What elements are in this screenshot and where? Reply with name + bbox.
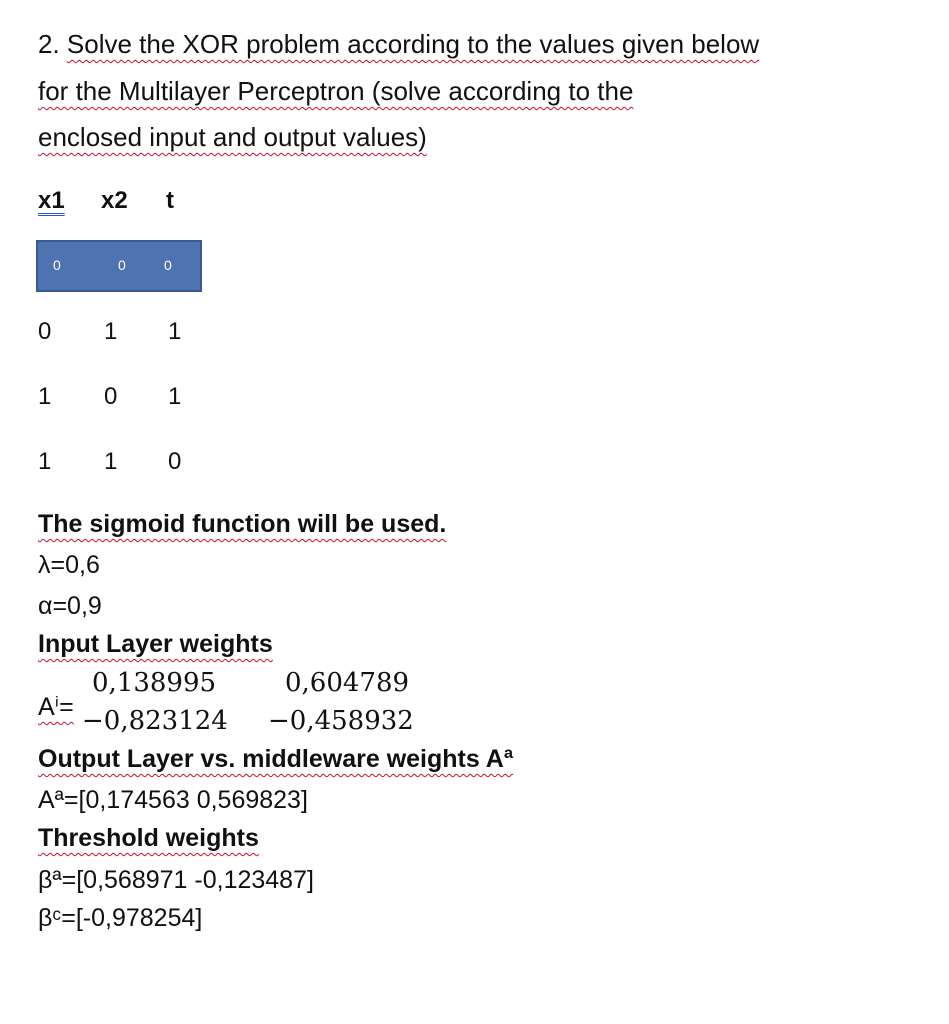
cell-x2: 0	[118, 257, 126, 273]
sigmoid-note: The sigmoid function will be used.	[38, 510, 447, 538]
aa-weights: Aª=[0,174563 0,569823]	[38, 786, 308, 814]
cell-x1: 0	[53, 257, 61, 273]
header-t: t	[166, 187, 174, 214]
ai-r1c1: 0,138995	[92, 668, 217, 698]
ai-r1c2: 0,604789	[285, 668, 410, 698]
table-row-1-x2: 1	[104, 318, 118, 345]
table-row-1-t: 1	[168, 318, 182, 345]
ai-r2c1: −0,823124	[82, 706, 228, 736]
threshold-title: Threshold weights	[38, 824, 259, 852]
beta-c-weights: βᶜ=[-0,978254]	[38, 904, 203, 932]
table-row-3-x2: 1	[104, 448, 118, 475]
cell-t: 0	[164, 257, 172, 273]
output-layer-title: Output Layer vs. middleware weights Aª	[38, 745, 514, 773]
lambda-value: λ=0,6	[38, 551, 100, 579]
header-x2: x2	[101, 187, 128, 214]
ai-label: Aⁱ=	[38, 693, 74, 721]
question-line-2: for the Multilayer Perceptron (solve according to the	[38, 76, 634, 106]
ai-r2c2: −0,458932	[268, 706, 414, 736]
table-row-3-x1: 1	[38, 448, 52, 475]
question-number: 2.	[38, 29, 60, 59]
header-x1: x1	[38, 187, 65, 214]
table-row-3-t: 0	[168, 448, 182, 475]
table-row-2-t: 1	[168, 383, 182, 410]
table-row-1-x1: 0	[38, 318, 52, 345]
table-row-2-x1: 1	[38, 383, 52, 410]
highlighted-row	[36, 240, 202, 292]
table-row-2-x2: 0	[104, 383, 118, 410]
alpha-value: α=0,9	[38, 592, 102, 620]
beta-a-weights: βª=[0,568971 -0,123487]	[38, 866, 314, 894]
question-text-1: Solve the XOR problem according to the values given below	[66, 29, 760, 59]
question-line-3: enclosed input and output values)	[38, 122, 427, 152]
input-layer-title: Input Layer weights	[38, 630, 273, 658]
question-line-1	[38, 21, 759, 67]
